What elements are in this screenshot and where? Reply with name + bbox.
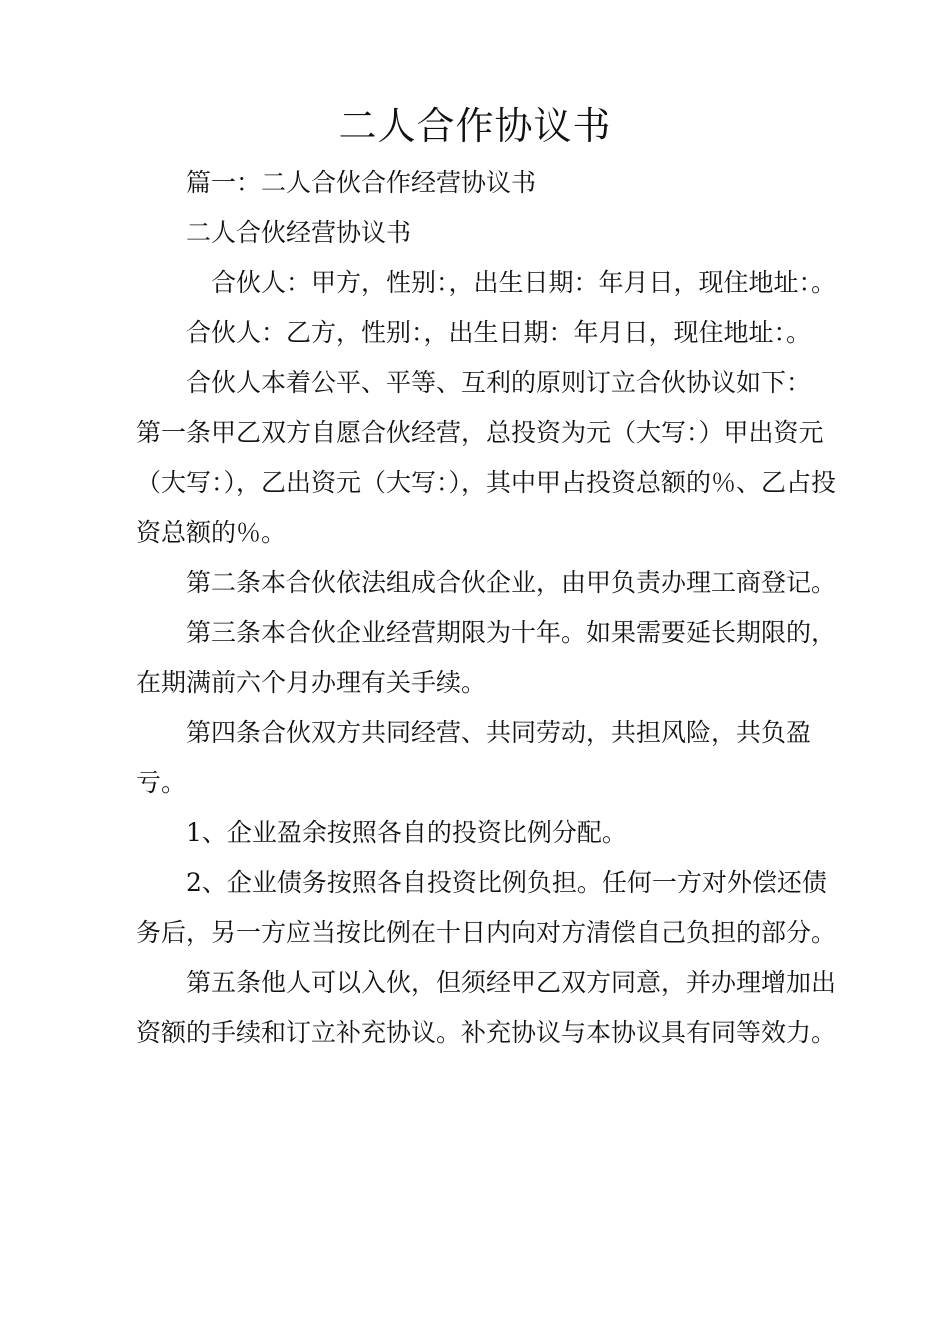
- article-5-paragraph: 第五条他人可以入伙，但须经甲乙双方同意，并办理增加出资额的手续和订立补充协议。补充协议与本协议具有同等效力。: [136, 968, 837, 1047]
- article-4-paragraph: 第四条合伙双方共同经营、共同劳动，共担风险，共负盈亏。: [136, 718, 812, 797]
- clause-2-paragraph: 2、企业债务按照各自投资比例负担。任何一方对外偿还债务后，另一方应当按比例在十日内向对方清偿自己负担的部分。: [136, 868, 837, 947]
- agreement-heading: 二人合伙经营协议书: [186, 218, 412, 247]
- article-2-paragraph: 第二条本合伙依法组成合伙企业，由甲负责办理工商登记。: [186, 568, 837, 597]
- clause-1-paragraph: 1、企业盈余按照各自的投资比例分配。: [186, 818, 627, 847]
- party-b-paragraph: 合伙人：乙方，性别：，出生日期：年月日，现住地址：。: [186, 318, 812, 347]
- intro-paragraph: 合伙人本着公平、平等、互利的原则订立合伙协议如下：: [186, 368, 812, 397]
- article-3-paragraph: 第三条本合伙企业经营期限为十年。如果需要延长期限的，在期满前六个月办理有关手续。: [136, 618, 837, 697]
- party-a-paragraph: 合伙人：甲方，性别：，出生日期：年月日，现住地址：。: [211, 268, 837, 297]
- subtitle-paragraph: 篇一：二人合伙合作经营协议书: [186, 168, 537, 197]
- document-body: [136, 158, 836, 1058]
- article-1-paragraph: 第一条甲乙双方自愿合伙经营，总投资为元（大写：）甲出资元（大写：），乙出资元（大写：），其中甲占投资总额的％、乙占投资总额的％。: [136, 418, 837, 547]
- document-title: 二人合作协议书: [338, 104, 612, 148]
